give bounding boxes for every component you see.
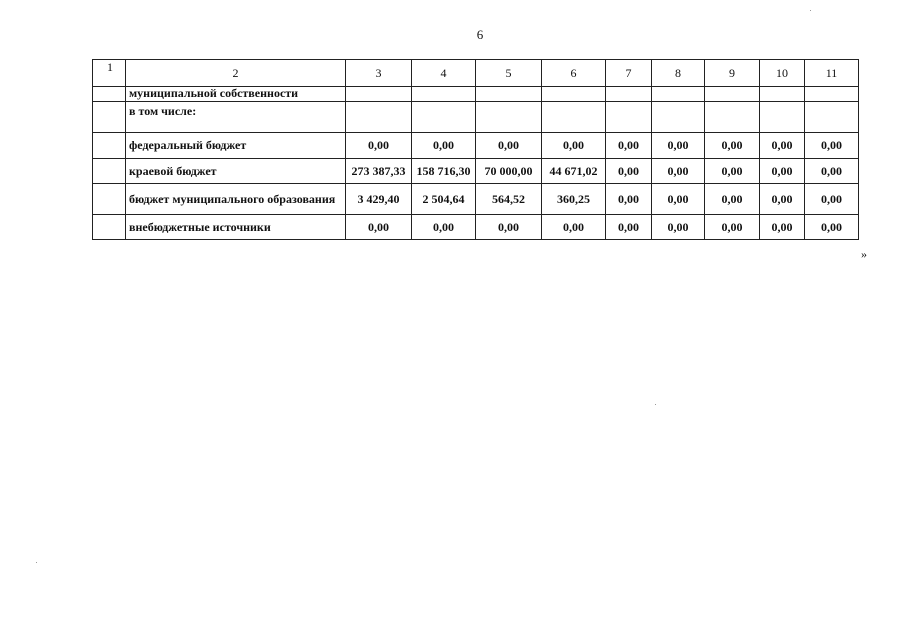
row-label: в том числе:: [126, 102, 346, 133]
header-cell: 5: [476, 60, 542, 87]
value-cell: 0,00: [705, 215, 760, 240]
row-label: краевой бюджет: [126, 159, 346, 184]
row-number-cell: [93, 184, 126, 215]
header-cell: 9: [705, 60, 760, 87]
row-label: внебюджетные источники: [126, 215, 346, 240]
value-cell: 0,00: [705, 133, 760, 159]
value-cell: 0,00: [760, 133, 805, 159]
value-cell: 158 716,30: [412, 159, 476, 184]
value-cell: [346, 87, 412, 102]
budget-table: [92, 59, 859, 240]
value-cell: 0,00: [760, 215, 805, 240]
row-number-cell: [93, 133, 126, 159]
value-cell: 0,00: [652, 159, 705, 184]
value-cell: [542, 87, 606, 102]
header-cell: 7: [606, 60, 652, 87]
value-cell: 0,00: [652, 184, 705, 215]
value-cell: 0,00: [346, 133, 412, 159]
header-cell: 1: [93, 60, 126, 87]
table-header-row: [93, 60, 859, 87]
value-cell: [805, 102, 859, 133]
value-cell: 0,00: [652, 133, 705, 159]
value-cell: 0,00: [705, 184, 760, 215]
row-number-cell: [93, 215, 126, 240]
scan-speck: [655, 404, 656, 405]
value-cell: 44 671,02: [542, 159, 606, 184]
value-cell: 0,00: [412, 215, 476, 240]
value-cell: 564,52: [476, 184, 542, 215]
value-cell: 0,00: [606, 133, 652, 159]
value-cell: [412, 87, 476, 102]
value-cell: [652, 102, 705, 133]
value-cell: 0,00: [652, 215, 705, 240]
value-cell: [476, 102, 542, 133]
row-label: муниципальной собственности: [126, 87, 346, 102]
page-number: 6: [476, 27, 484, 42]
value-cell: 0,00: [412, 133, 476, 159]
header-cell: 3: [346, 60, 412, 87]
header-cell: 2: [126, 60, 346, 87]
header-cell: 6: [542, 60, 606, 87]
table-row: [93, 215, 859, 240]
value-cell: 0,00: [476, 133, 542, 159]
value-cell: [652, 87, 705, 102]
value-cell: [760, 87, 805, 102]
value-cell: 0,00: [346, 215, 412, 240]
row-label: бюджет муниципального образования: [126, 184, 346, 215]
value-cell: 3 429,40: [346, 184, 412, 215]
value-cell: 0,00: [705, 159, 760, 184]
value-cell: 0,00: [476, 215, 542, 240]
value-cell: [805, 87, 859, 102]
scan-speck: [810, 10, 811, 11]
value-cell: 0,00: [805, 215, 859, 240]
row-label: федеральный бюджет: [126, 133, 346, 159]
value-cell: 0,00: [542, 133, 606, 159]
row-number-cell: [93, 102, 126, 133]
value-cell: [606, 102, 652, 133]
value-cell: 70 000,00: [476, 159, 542, 184]
value-cell: [346, 102, 412, 133]
table-row: [93, 159, 859, 184]
header-cell: 8: [652, 60, 705, 87]
value-cell: 0,00: [805, 133, 859, 159]
value-cell: [476, 87, 542, 102]
value-cell: 0,00: [805, 184, 859, 215]
table-row: [93, 102, 859, 133]
value-cell: 2 504,64: [412, 184, 476, 215]
value-cell: 0,00: [606, 159, 652, 184]
value-cell: 273 387,33: [346, 159, 412, 184]
budget-table-container: [92, 59, 859, 240]
table-row: [93, 87, 859, 102]
value-cell: 0,00: [542, 215, 606, 240]
scan-speck: [36, 562, 37, 563]
value-cell: [705, 87, 760, 102]
value-cell: [760, 102, 805, 133]
table-row: [93, 133, 859, 159]
table-row: [93, 184, 859, 215]
value-cell: 0,00: [606, 184, 652, 215]
value-cell: [606, 87, 652, 102]
header-cell: 11: [805, 60, 859, 87]
value-cell: 360,25: [542, 184, 606, 215]
value-cell: 0,00: [760, 184, 805, 215]
value-cell: 0,00: [606, 215, 652, 240]
header-cell: 10: [760, 60, 805, 87]
header-cell: 4: [412, 60, 476, 87]
closing-quote: »: [861, 247, 867, 261]
value-cell: [412, 102, 476, 133]
value-cell: [542, 102, 606, 133]
value-cell: 0,00: [760, 159, 805, 184]
value-cell: [705, 102, 760, 133]
row-number-cell: [93, 159, 126, 184]
value-cell: 0,00: [805, 159, 859, 184]
row-number-cell: [93, 87, 126, 102]
